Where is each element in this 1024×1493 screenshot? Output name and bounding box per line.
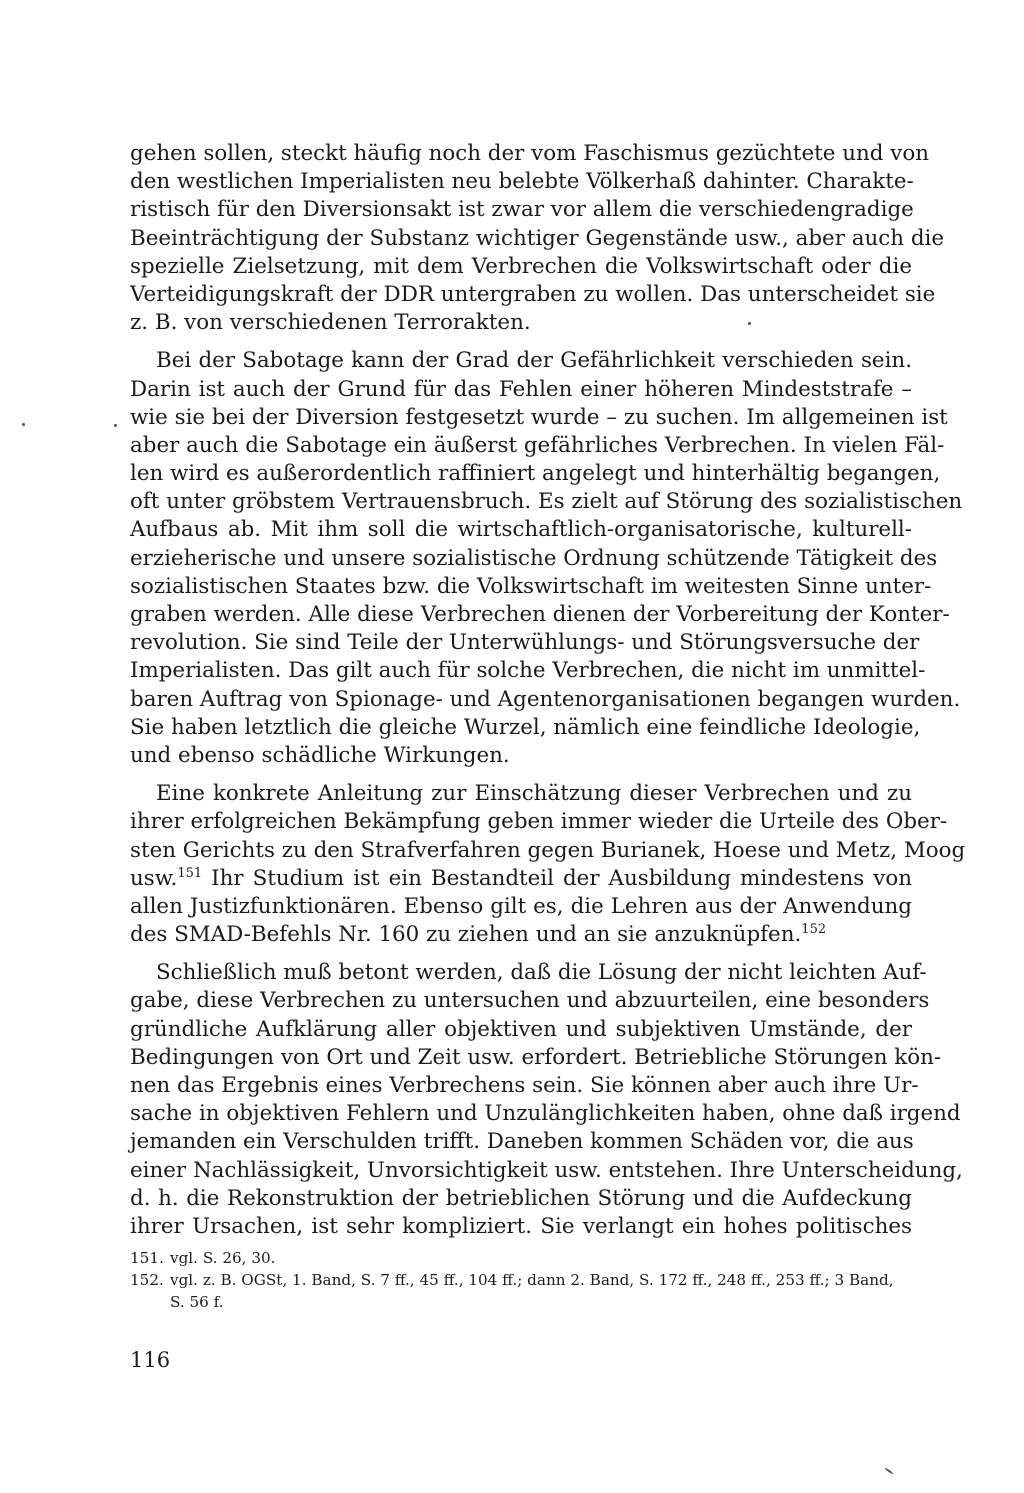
text-line: gabe, diese Verbrechen zu untersuchen und abzuurteilen, eine besonders (130, 988, 930, 1014)
text-line: wie sie bei der Diversion festgesetzt wurde – zu suchen. Im allgemeinen ist (130, 404, 948, 430)
footnote-text: vgl. S. 26, 30. (170, 1249, 276, 1267)
footnote-152-continuation (130, 1291, 912, 1313)
footnote-text: S. 56 f. (170, 1293, 224, 1311)
scan-speck (884, 1467, 893, 1474)
footnote-number: 151. (130, 1249, 164, 1267)
text-line: ristisch für den Diversionsakt ist zwar vor allem die verschiedengradige (130, 197, 914, 223)
scan-speck (22, 423, 25, 426)
text-line: und ebenso schädliche Wirkungen. (130, 742, 510, 768)
text-line: z. B. von verschiedenen Terrorakten. (130, 310, 531, 336)
text-line: ihrer Ursachen, ist sehr kompliziert. Sie verlangt ein hohes politisches (130, 1213, 912, 1239)
paragraph-2 (130, 347, 963, 770)
text-line: d. h. die Rekonstruktion der betrieblichen Störung und die Aufdeckung (130, 1185, 912, 1211)
text-line: sozialistischen Staates bzw. die Volkswirtschaft im weitesten Sinne unter- (130, 573, 932, 599)
footnote-reference: 152 (801, 922, 827, 938)
text-line: gehen sollen, steckt häufig noch der vom Faschismus gezüchtete und von (130, 141, 929, 166)
paragraph-3 (130, 780, 966, 949)
text-line: aber auch die Sabotage ein äußerst gefährliches Verbrechen. In vielen Fäl- (130, 432, 945, 458)
footnotes (130, 1247, 912, 1313)
text-line: allen Justizfunktionären. Ebenso gilt es, die Lehren aus der Anwendung (130, 893, 912, 919)
text-line: den westlichen Imperialisten neu belebte Völkerhaß dahinter. Charakte- (130, 169, 914, 195)
text-line: sten Gerichts zu den Strafverfahren gegen Burianek, Hoese und Metz, Moog (130, 837, 966, 863)
text-line: einer Nachlässigkeit, Unvorsichtigkeit usw. entstehen. Ihre Unterscheidung, (130, 1157, 963, 1183)
text-line: Bedingungen von Ort und Zeit usw. erfordert. Betriebliche Störungen kön- (130, 1044, 942, 1070)
text-line: sache in objektiven Fehlern und Unzulänglichkeiten haben, ohne daß irgend (130, 1101, 961, 1127)
text-line: Imperialisten. Das gilt auch für solche Verbrechen, die nicht im unmittel- (130, 658, 926, 684)
text-line-with-footnote (130, 921, 912, 949)
text-fragment: usw. (130, 865, 178, 891)
footnote-reference: 151 (177, 865, 203, 881)
text-line: Bei der Sabotage kann der Grad der Gefährlichkeit verschieden sein. (156, 348, 912, 374)
text-line: Verteidigungskraft der DDR untergraben zu wollen. Das unterscheidet sie (130, 281, 936, 307)
text-fragment: Ihr Studium ist ein Bestandteil der Ausbildung mindestens von (202, 865, 912, 891)
paragraph-1 (130, 140, 945, 337)
text-line: Aufbaus ab. Mit ihm soll die wirtschaftlich-organisatorische, kulturell- (130, 517, 912, 543)
paragraph-4 (130, 959, 963, 1241)
footnote-number: 152. (130, 1271, 164, 1289)
text-line: gründliche Aufklärung aller objektiven und subjektiven Umstände, der (130, 1016, 912, 1042)
page-body (130, 140, 966, 1241)
scan-speck (748, 322, 751, 325)
text-fragment: des SMAD-Befehls Nr. 160 zu ziehen und an sie anzuknüpfen. (130, 922, 802, 948)
scan-speck (114, 424, 117, 427)
text-line: ihrer erfolgreichen Bekämpfung geben immer wieder die Urteile des Ober- (130, 809, 948, 835)
text-line: graben werden. Alle diese Verbrechen dienen der Vorbereitung der Konter- (130, 602, 950, 627)
text-line: nen das Ergebnis eines Verbrechens sein. Sie können aber auch ihre Ur- (130, 1073, 919, 1098)
text-line: erzieherische und unsere sozialistische Ordnung schützende Tätigkeit des (130, 545, 938, 571)
footnote-152 (130, 1269, 912, 1291)
text-line: Eine konkrete Anleitung zur Einschätzung dieser Verbrechen und zu (156, 781, 912, 807)
footnote-text: vgl. z. B. OGSt, 1. Band, S. 7 ff., 45 ff., 104 ff.; dann 2. Band, S. 172 ff., 248 ff., 253 ff.; 3 Band, (170, 1271, 894, 1289)
text-line: Darin ist auch der Grund für das Fehlen einer höheren Mindeststrafe – (130, 376, 912, 402)
text-line: Sie haben letztlich die gleiche Wurzel, nämlich eine feindliche Ideologie, (130, 714, 921, 740)
text-line-with-footnote (130, 865, 912, 893)
text-line: oft unter gröbstem Vertrauensbruch. Es zielt auf Störung des sozialistischen (130, 489, 963, 515)
text-line: baren Auftrag von Spionage- und Agentenorganisationen begangen wurden. (130, 686, 961, 712)
page-number: 116 (130, 1348, 171, 1372)
text-line: len wird es außerordentlich raffiniert angelegt und hinterhältig begangen, (130, 461, 941, 487)
footnote-151 (130, 1247, 912, 1269)
text-line: revolution. Sie sind Teile der Unterwühlungs- und Störungsversuche der (130, 630, 920, 656)
text-line: Schließlich muß betont werden, daß die Lösung der nicht leichten Auf- (156, 960, 927, 986)
text-line: jemanden ein Verschulden trifft. Daneben kommen Schäden vor, die aus (130, 1129, 914, 1155)
text-line: Beeinträchtigung der Substanz wichtiger Gegenstände usw., aber auch die (130, 225, 945, 251)
text-line: spezielle Zielsetzung, mit dem Verbrechen die Volkswirtschaft oder die (130, 253, 912, 279)
